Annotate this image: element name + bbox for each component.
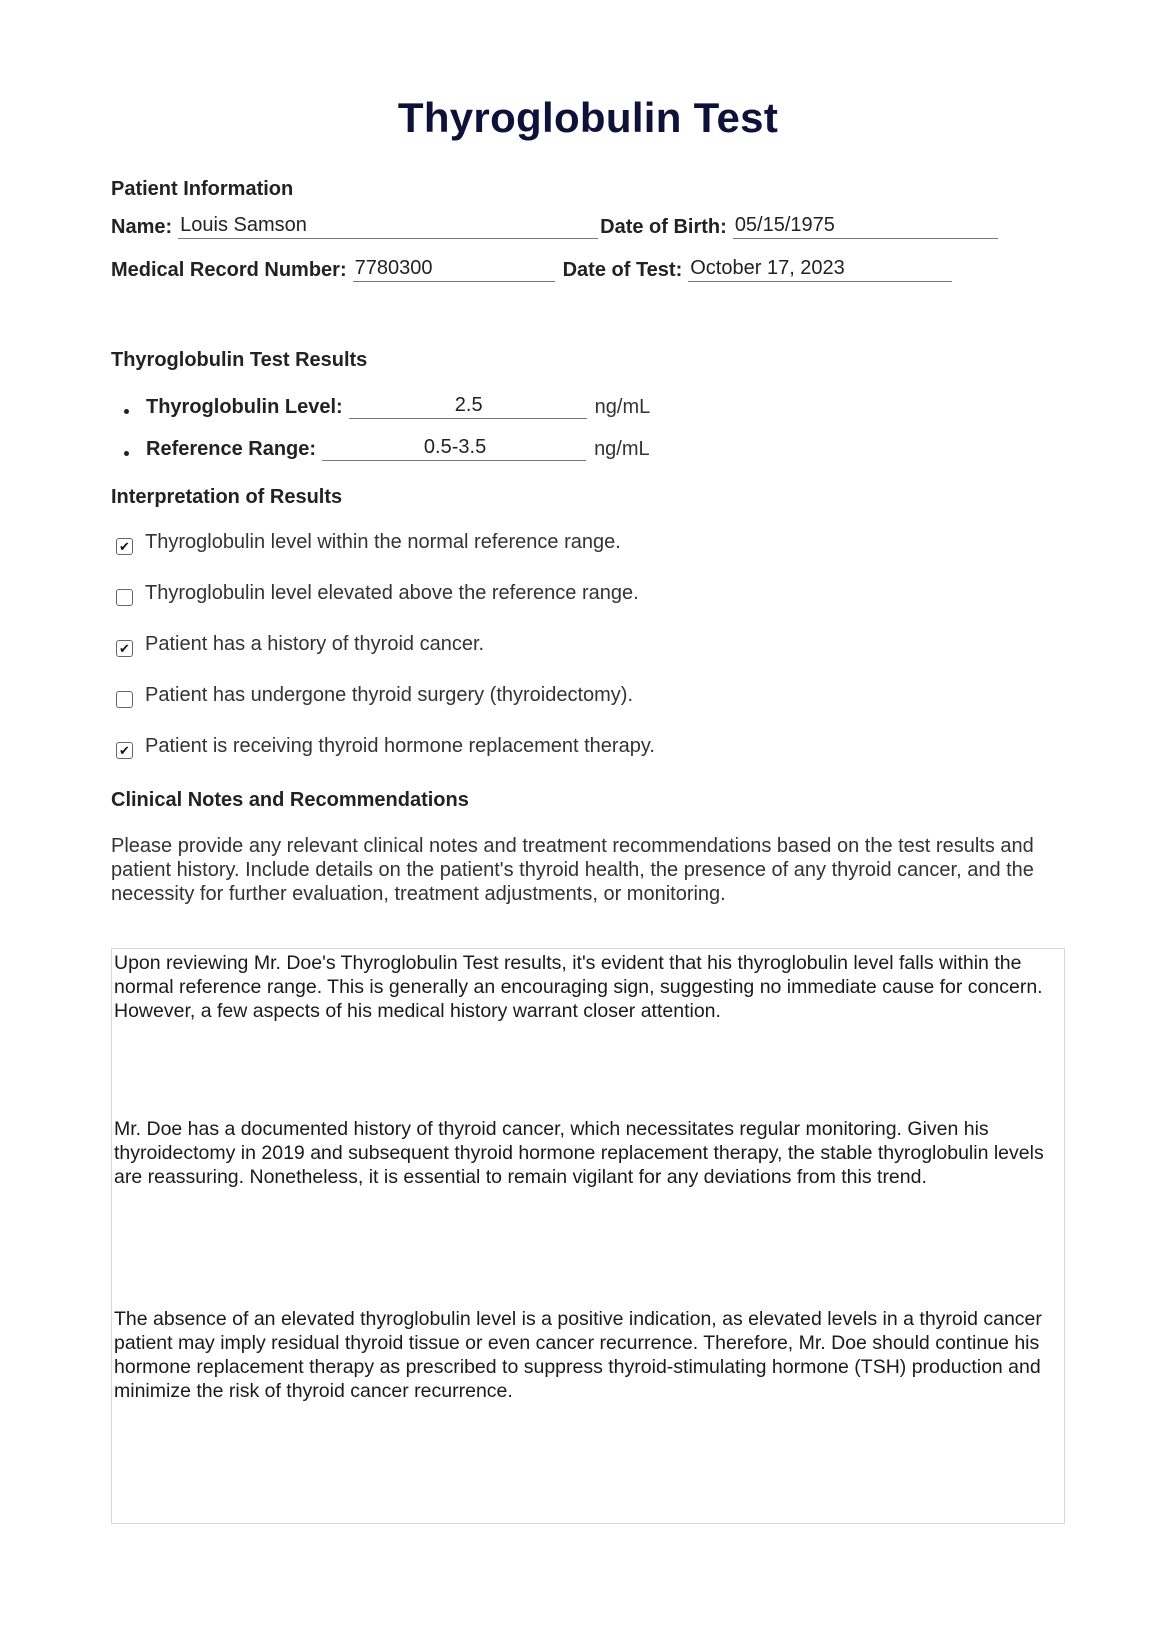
- checkbox-unchecked[interactable]: [116, 589, 133, 606]
- name-label: Name:: [111, 216, 173, 238]
- reference-range-field[interactable]: 0.5-3.5: [322, 435, 586, 461]
- checkbox-checked[interactable]: ✔: [116, 742, 133, 759]
- checkbox-unchecked[interactable]: [116, 691, 133, 708]
- clinical-notes-textarea[interactable]: [111, 948, 1065, 1524]
- interpretation-item-label: Patient has a history of thyroid cancer.: [145, 633, 485, 655]
- clinical-notes-heading: Clinical Notes and Recommendations: [111, 789, 469, 811]
- mrn-date-row: [111, 256, 952, 282]
- thyroglobulin-level-field[interactable]: 2.5: [349, 393, 587, 419]
- thyroglobulin-level-label: Thyroglobulin Level:: [146, 396, 343, 418]
- bullet-icon: [124, 451, 129, 456]
- dob-label: Date of Birth:: [600, 216, 727, 238]
- test-date-field[interactable]: October 17, 2023: [688, 256, 952, 282]
- reference-range-row: [146, 435, 650, 461]
- interpretation-item-label: Patient has undergone thyroid surgery (thyroidectomy).: [145, 684, 634, 706]
- mrn-label: Medical Record Number:: [111, 259, 347, 281]
- interpretation-item[interactable]: [116, 734, 655, 759]
- reference-range-unit: ng/mL: [594, 438, 650, 460]
- notes-paragraph: Mr. Doe has a documented history of thyroid cancer, which necessitates regular monitoring. Given his thyroidectomy in 2019 and subsequent thyroid hormone replacement therapy, the stable thyroglobulin levels are reassuring. Nonetheless, it is essential to remain vigilant for any deviations from this trend.: [114, 1118, 1044, 1188]
- checkbox-checked[interactable]: ✔: [116, 640, 133, 657]
- results-heading: Thyroglobulin Test Results: [111, 349, 368, 371]
- interpretation-item-label: Thyroglobulin level within the normal reference range.: [145, 531, 621, 553]
- interpretation-item[interactable]: [116, 632, 484, 657]
- interpretation-item-label: Thyroglobulin level elevated above the reference range.: [145, 582, 639, 604]
- page-title: Thyroglobulin Test: [397, 94, 779, 141]
- mrn-field[interactable]: 7780300: [353, 256, 555, 282]
- test-date-label: Date of Test:: [562, 259, 683, 281]
- name-dob-row: [111, 213, 998, 239]
- interpretation-item[interactable]: [116, 683, 633, 708]
- bullet-icon: [124, 409, 129, 414]
- name-field[interactable]: Louis Samson: [178, 213, 598, 239]
- thyroglobulin-level-row: [146, 393, 650, 419]
- clinical-notes-instructions: Please provide any relevant clinical notes and treatment recommendations based on the test results and patient history. Include details on the patient's thyroid health, the presence of any thyroid cancer, and the necessity for further evaluation, treatment adjustments, or monitoring.: [111, 835, 1034, 905]
- thyroglobulin-level-unit: ng/mL: [594, 396, 651, 418]
- notes-paragraph: Upon reviewing Mr. Doe's Thyroglobulin Test results, it's evident that his thyroglobulin level falls within the normal reference range. This is generally an encouraging sign, suggesting no immediate cause for concern. However, a few aspects of his medical history warrant closer attention.: [114, 952, 1043, 1022]
- patient-info-heading: Patient Information: [111, 178, 294, 200]
- interpretation-item[interactable]: [116, 530, 621, 555]
- interpretation-heading: Interpretation of Results: [111, 486, 343, 508]
- interpretation-item[interactable]: [116, 581, 639, 606]
- dob-field[interactable]: 05/15/1975: [733, 213, 998, 239]
- interpretation-item-label: Patient is receiving thyroid hormone replacement therapy.: [145, 735, 655, 757]
- notes-paragraph: The absence of an elevated thyroglobulin level is a positive indication, as elevated levels in a thyroid cancer patient may imply residual thyroid tissue or even cancer recurrence. Therefore, Mr. Doe should continue his hormone replacement therapy as prescribed to suppress thyroid-stimulating hormone (TSH) production and minimize the risk of thyroid cancer recurrence.: [114, 1308, 1042, 1402]
- checkbox-checked[interactable]: ✔: [116, 538, 133, 555]
- reference-range-label: Reference Range:: [146, 438, 317, 460]
